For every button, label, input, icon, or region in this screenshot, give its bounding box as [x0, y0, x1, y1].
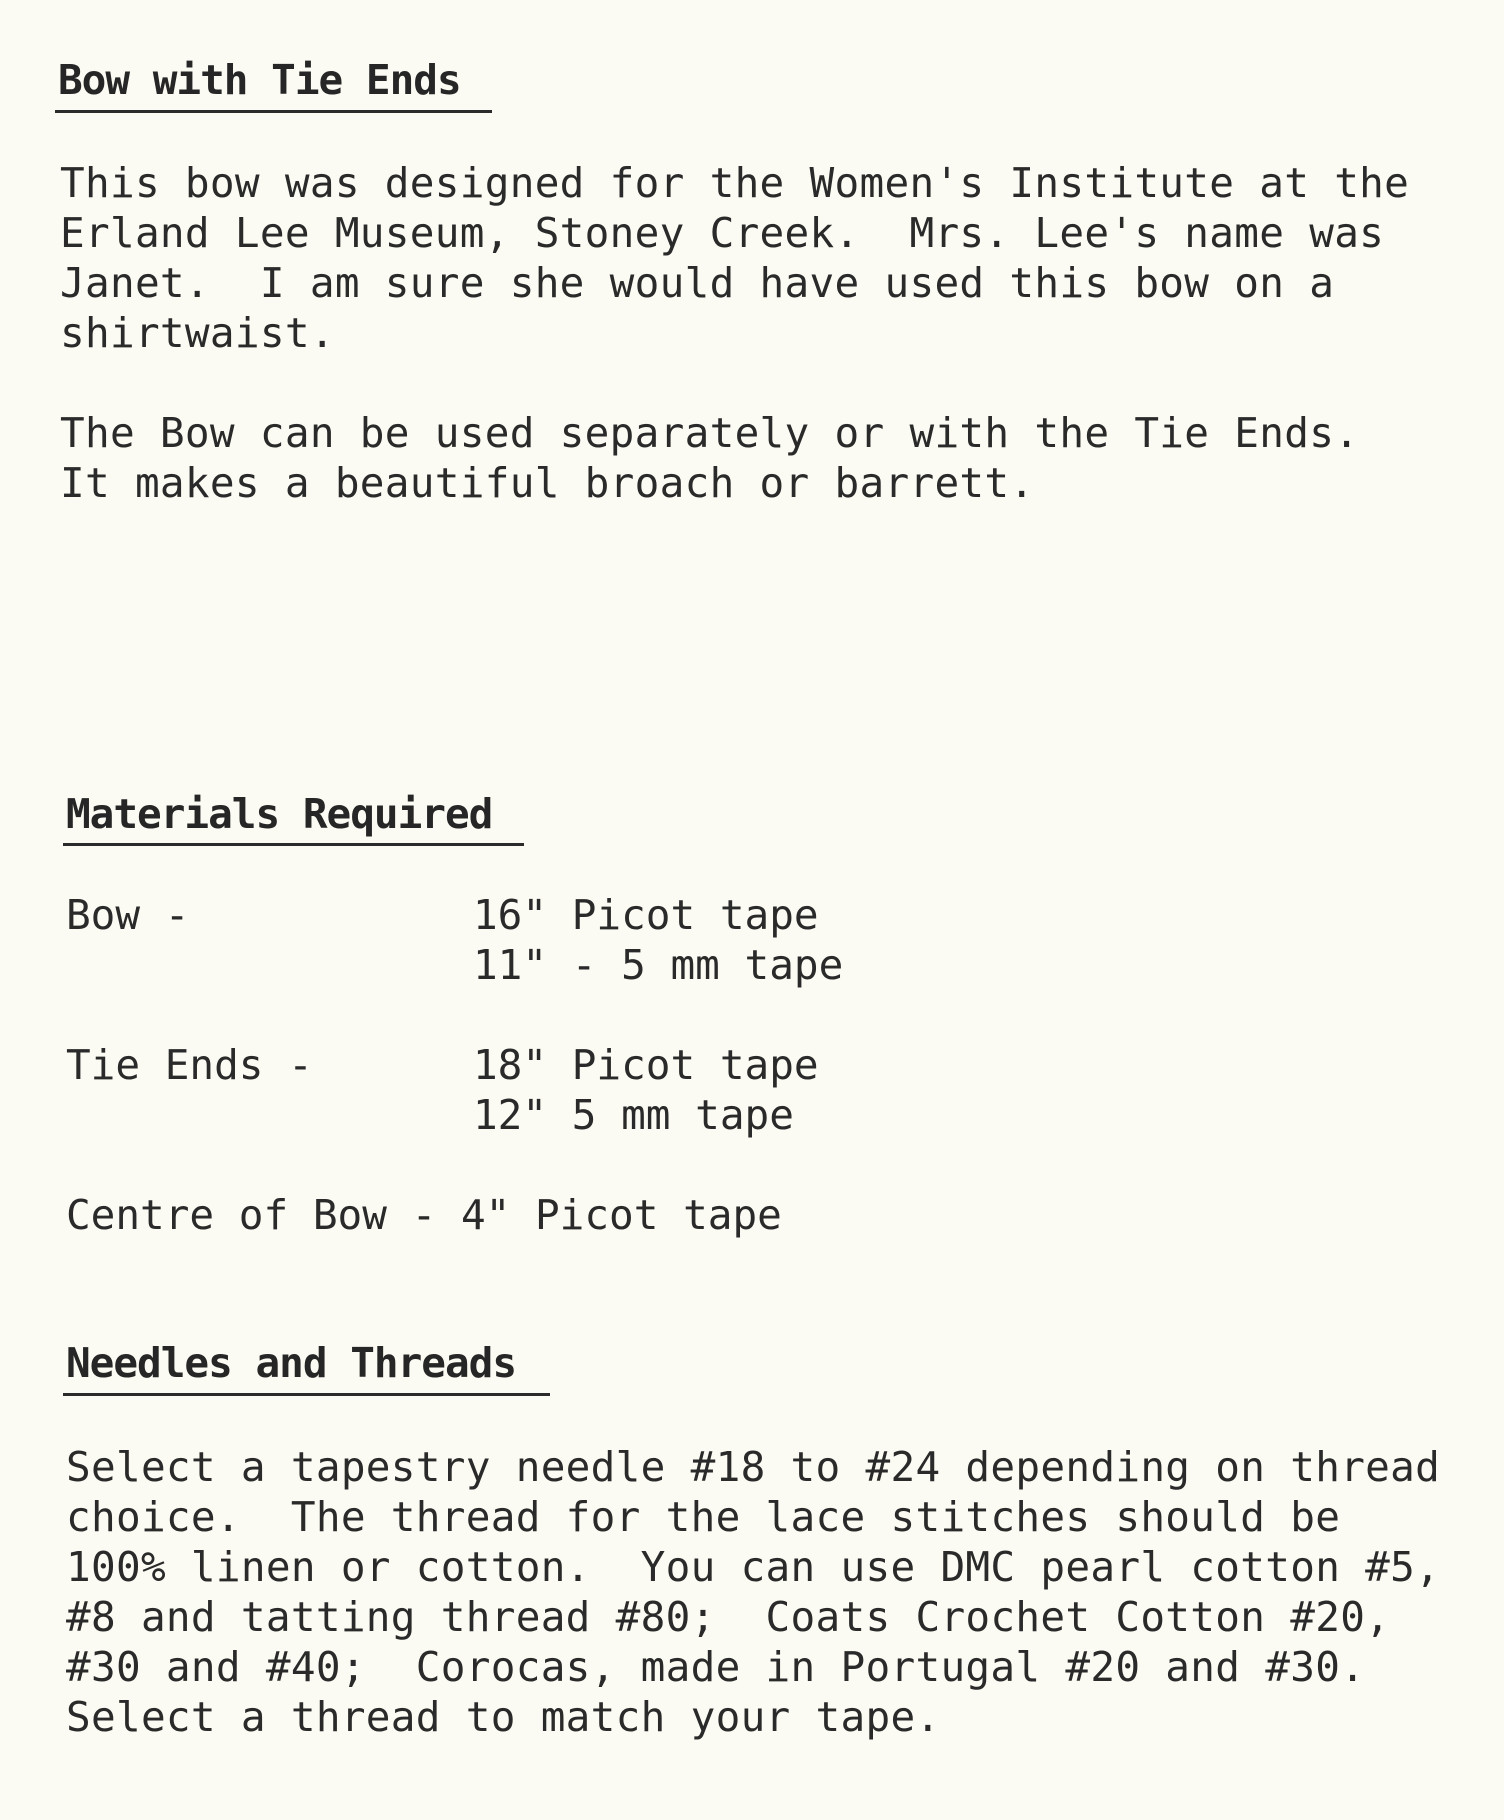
needles-line: #30 and #40; Corocas, made in Portugal #20 and #30. [66, 1643, 1366, 1691]
usage-line: It makes a beautiful broach or barrett. [60, 459, 1035, 507]
intro-line: Erland Lee Museum, Stoney Creek. Mrs. Lee's name was [60, 209, 1385, 257]
intro-paragraph [60, 158, 1409, 358]
heading-needles-and-threads: Needles and Threads [66, 1339, 516, 1387]
heading-underline [55, 110, 492, 113]
material-label-tie-ends: Tie Ends - [66, 1041, 313, 1089]
needles-line: 100% linen or cotton. You can use DMC pearl cotton #5, [66, 1543, 1441, 1591]
usage-line: The Bow can be used separately or with the Tie Ends. [60, 409, 1360, 457]
heading-materials-required: Materials Required [66, 790, 493, 838]
needles-line: Select a tapestry needle #18 to #24 depending on thread [66, 1443, 1441, 1491]
material-centre-of-bow: Centre of Bow - 4" Picot tape [66, 1191, 782, 1239]
heading-underline [63, 843, 524, 846]
usage-paragraph [60, 408, 1359, 508]
material-value: 16" Picot tape [473, 891, 819, 939]
intro-line: This bow was designed for the Women's Institute at the [60, 159, 1410, 207]
heading-bow-with-tie-ends: Bow with Tie Ends [58, 56, 461, 104]
intro-line: Janet. I am sure she would have used this bow on a [60, 259, 1335, 307]
material-label-bow: Bow - [66, 891, 190, 939]
needles-line: choice. The thread for the lace stitches should be [66, 1493, 1341, 1541]
material-value: 18" Picot tape [473, 1041, 819, 1089]
needles-line: #8 and tatting thread #80; Coats Crochet Cotton #20, [66, 1593, 1391, 1641]
intro-line: shirtwaist. [60, 309, 335, 357]
material-value: 12" 5 mm tape [473, 1091, 794, 1139]
needles-line: Select a thread to match your tape. [66, 1693, 941, 1741]
material-value: 11" - 5 mm tape [473, 941, 844, 989]
heading-underline [63, 1393, 550, 1396]
needles-paragraph [66, 1442, 1440, 1742]
